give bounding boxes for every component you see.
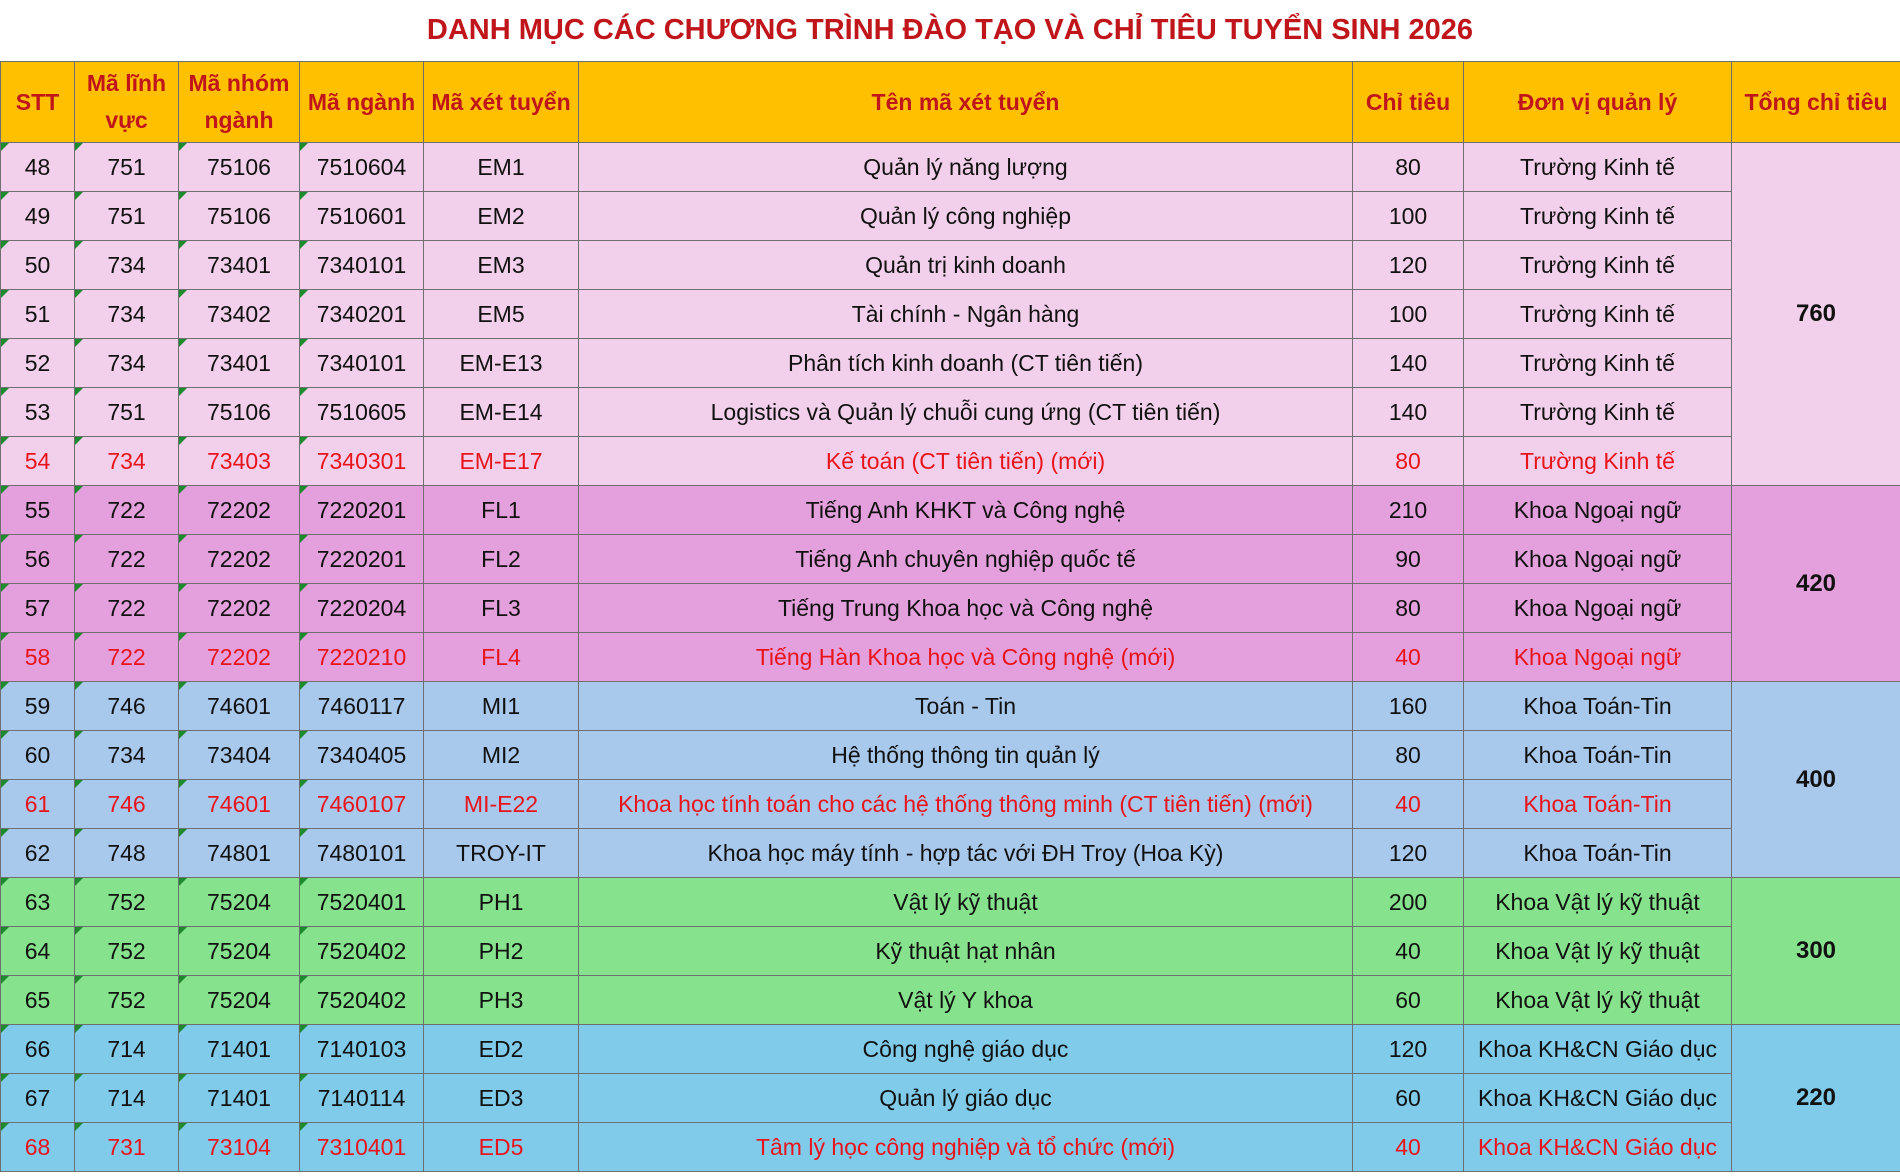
cell-don-vi-quan-ly: Khoa KH&CN Giáo dục (1464, 1123, 1732, 1172)
cell-ma-nhom-nganh: 73403 (179, 437, 300, 486)
cell-chi-tieu: 40 (1353, 927, 1464, 976)
cell-don-vi-quan-ly: Trường Kinh tế (1464, 192, 1732, 241)
cell-ma-nhom-nganh: 75204 (179, 927, 300, 976)
cell-don-vi-quan-ly: Khoa Ngoại ngữ (1464, 535, 1732, 584)
cell-chi-tieu: 140 (1353, 388, 1464, 437)
cell-ten-ma-xet-tuyen: Tiếng Anh chuyên nghiệp quốc tế (579, 535, 1353, 584)
header-tong-chi-tieu: Tổng chỉ tiêu (1732, 62, 1900, 143)
cell-ma-nhom-nganh: 75204 (179, 976, 300, 1025)
cell-ma-xet-tuyen: FL4 (424, 633, 579, 682)
cell-ma-nganh: 7140114 (300, 1074, 424, 1123)
table-row (1, 976, 1900, 1025)
cell-stt: 50 (1, 241, 75, 290)
table-body (1, 143, 1900, 1172)
cell-ten-ma-xet-tuyen: Khoa học tính toán cho các hệ thống thông minh (CT tiên tiến) (mới) (579, 780, 1353, 829)
cell-ma-xet-tuyen: TROY-IT (424, 829, 579, 878)
cell-ma-nganh: 7520401 (300, 878, 424, 927)
cell-chi-tieu: 120 (1353, 241, 1464, 290)
table-row (1, 486, 1900, 535)
cell-chi-tieu: 80 (1353, 437, 1464, 486)
header-ma-linh-vuc: Mã lĩnh vực (75, 62, 179, 143)
cell-ma-linh-vuc: 752 (75, 878, 179, 927)
cell-ma-nhom-nganh: 71401 (179, 1074, 300, 1123)
cell-stt: 66 (1, 1025, 75, 1074)
cell-ma-linh-vuc: 722 (75, 633, 179, 682)
cell-don-vi-quan-ly: Khoa Ngoại ngữ (1464, 633, 1732, 682)
table-row (1, 927, 1900, 976)
table-row (1, 192, 1900, 241)
cell-ma-xet-tuyen: FL2 (424, 535, 579, 584)
cell-ma-nganh: 7510605 (300, 388, 424, 437)
cell-ma-nganh: 7340301 (300, 437, 424, 486)
cell-ma-xet-tuyen: PH2 (424, 927, 579, 976)
cell-ma-nhom-nganh: 73401 (179, 339, 300, 388)
cell-stt: 52 (1, 339, 75, 388)
cell-stt: 53 (1, 388, 75, 437)
cell-ma-xet-tuyen: PH3 (424, 976, 579, 1025)
cell-ma-linh-vuc: 734 (75, 339, 179, 388)
cell-ma-nhom-nganh: 73104 (179, 1123, 300, 1172)
cell-ma-nganh: 7220204 (300, 584, 424, 633)
cell-ma-linh-vuc: 722 (75, 486, 179, 535)
cell-chi-tieu: 210 (1353, 486, 1464, 535)
cell-stt: 63 (1, 878, 75, 927)
cell-ma-nganh: 7510604 (300, 143, 424, 192)
cell-ma-nhom-nganh: 75106 (179, 143, 300, 192)
cell-ma-linh-vuc: 734 (75, 731, 179, 780)
cell-tong-chi-tieu: 760 (1732, 143, 1900, 486)
table-row (1, 339, 1900, 388)
table-row (1, 241, 1900, 290)
cell-ten-ma-xet-tuyen: Hệ thống thông tin quản lý (579, 731, 1353, 780)
cell-ma-linh-vuc: 714 (75, 1074, 179, 1123)
header-don-vi-quan-ly: Đơn vị quản lý (1464, 62, 1732, 143)
cell-ma-nhom-nganh: 73404 (179, 731, 300, 780)
cell-stt: 67 (1, 1074, 75, 1123)
cell-ma-nganh: 7460117 (300, 682, 424, 731)
cell-chi-tieu: 200 (1353, 878, 1464, 927)
cell-ma-nganh: 7480101 (300, 829, 424, 878)
cell-ten-ma-xet-tuyen: Tâm lý học công nghiệp và tổ chức (mới) (579, 1123, 1353, 1172)
cell-don-vi-quan-ly: Khoa Toán-Tin (1464, 682, 1732, 731)
cell-ten-ma-xet-tuyen: Công nghệ giáo dục (579, 1025, 1353, 1074)
cell-ten-ma-xet-tuyen: Quản trị kinh doanh (579, 241, 1353, 290)
cell-don-vi-quan-ly: Khoa KH&CN Giáo dục (1464, 1025, 1732, 1074)
cell-don-vi-quan-ly: Khoa Toán-Tin (1464, 829, 1732, 878)
cell-chi-tieu: 120 (1353, 829, 1464, 878)
cell-stt: 51 (1, 290, 75, 339)
cell-ma-xet-tuyen: ED2 (424, 1025, 579, 1074)
cell-ma-linh-vuc: 734 (75, 290, 179, 339)
cell-chi-tieu: 60 (1353, 976, 1464, 1025)
cell-ma-xet-tuyen: FL1 (424, 486, 579, 535)
cell-ma-nhom-nganh: 73401 (179, 241, 300, 290)
cell-ma-linh-vuc: 752 (75, 976, 179, 1025)
cell-ten-ma-xet-tuyen: Tiếng Anh KHKT và Công nghệ (579, 486, 1353, 535)
cell-don-vi-quan-ly: Khoa Toán-Tin (1464, 731, 1732, 780)
cell-chi-tieu: 120 (1353, 1025, 1464, 1074)
table-row (1, 780, 1900, 829)
cell-chi-tieu: 40 (1353, 1123, 1464, 1172)
cell-ma-xet-tuyen: MI2 (424, 731, 579, 780)
cell-don-vi-quan-ly: Trường Kinh tế (1464, 290, 1732, 339)
cell-don-vi-quan-ly: Khoa KH&CN Giáo dục (1464, 1074, 1732, 1123)
cell-ten-ma-xet-tuyen: Tiếng Hàn Khoa học và Công nghệ (mới) (579, 633, 1353, 682)
table-row (1, 633, 1900, 682)
cell-ma-linh-vuc: 746 (75, 780, 179, 829)
cell-ma-nhom-nganh: 71401 (179, 1025, 300, 1074)
table-row (1, 682, 1900, 731)
cell-ma-linh-vuc: 751 (75, 192, 179, 241)
table-row (1, 143, 1900, 192)
cell-chi-tieu: 80 (1353, 584, 1464, 633)
cell-ma-linh-vuc: 752 (75, 927, 179, 976)
cell-don-vi-quan-ly: Trường Kinh tế (1464, 143, 1732, 192)
cell-chi-tieu: 140 (1353, 339, 1464, 388)
cell-ten-ma-xet-tuyen: Kế toán (CT tiên tiến) (mới) (579, 437, 1353, 486)
cell-ma-nhom-nganh: 75204 (179, 878, 300, 927)
cell-ma-xet-tuyen: MI-E22 (424, 780, 579, 829)
header-chi-tieu: Chỉ tiêu (1353, 62, 1464, 143)
cell-ma-linh-vuc: 722 (75, 535, 179, 584)
header-ma-nhom-nganh: Mã nhóm ngành (179, 62, 300, 143)
cell-ma-xet-tuyen: MI1 (424, 682, 579, 731)
cell-stt: 48 (1, 143, 75, 192)
cell-don-vi-quan-ly: Trường Kinh tế (1464, 241, 1732, 290)
cell-ten-ma-xet-tuyen: Tài chính - Ngân hàng (579, 290, 1353, 339)
cell-don-vi-quan-ly: Khoa Vật lý kỹ thuật (1464, 927, 1732, 976)
cell-ma-nhom-nganh: 72202 (179, 584, 300, 633)
cell-ma-linh-vuc: 734 (75, 241, 179, 290)
table-row (1, 1074, 1900, 1123)
cell-ma-linh-vuc: 746 (75, 682, 179, 731)
cell-ma-nhom-nganh: 73402 (179, 290, 300, 339)
cell-ma-nhom-nganh: 75106 (179, 192, 300, 241)
table-row (1, 388, 1900, 437)
cell-ma-linh-vuc: 731 (75, 1123, 179, 1172)
cell-ma-nganh: 7340101 (300, 241, 424, 290)
cell-stt: 49 (1, 192, 75, 241)
cell-ma-xet-tuyen: PH1 (424, 878, 579, 927)
cell-ma-nganh: 7340201 (300, 290, 424, 339)
cell-ma-xet-tuyen: ED3 (424, 1074, 579, 1123)
cell-ten-ma-xet-tuyen: Toán - Tin (579, 682, 1353, 731)
cell-ma-nhom-nganh: 72202 (179, 633, 300, 682)
header-stt: STT (1, 62, 75, 143)
cell-ma-linh-vuc: 722 (75, 584, 179, 633)
cell-stt: 64 (1, 927, 75, 976)
cell-ma-xet-tuyen: FL3 (424, 584, 579, 633)
cell-ma-nganh: 7340405 (300, 731, 424, 780)
header-ten-ma-xet-tuyen: Tên mã xét tuyển (579, 62, 1353, 143)
cell-ma-linh-vuc: 748 (75, 829, 179, 878)
cell-don-vi-quan-ly: Trường Kinh tế (1464, 437, 1732, 486)
cell-ma-nganh: 7310401 (300, 1123, 424, 1172)
cell-chi-tieu: 90 (1353, 535, 1464, 584)
cell-don-vi-quan-ly: Trường Kinh tế (1464, 388, 1732, 437)
table-row (1, 731, 1900, 780)
cell-don-vi-quan-ly: Khoa Ngoại ngữ (1464, 486, 1732, 535)
cell-ten-ma-xet-tuyen: Tiếng Trung Khoa học và Công nghệ (579, 584, 1353, 633)
table-row (1, 829, 1900, 878)
table-row (1, 1025, 1900, 1074)
table-row (1, 878, 1900, 927)
cell-stt: 55 (1, 486, 75, 535)
cell-ten-ma-xet-tuyen: Vật lý Y khoa (579, 976, 1353, 1025)
cell-ma-nganh: 7220210 (300, 633, 424, 682)
cell-ma-nhom-nganh: 72202 (179, 535, 300, 584)
cell-stt: 58 (1, 633, 75, 682)
cell-ma-nganh: 7520402 (300, 927, 424, 976)
cell-ma-nganh: 7340101 (300, 339, 424, 388)
cell-ma-linh-vuc: 734 (75, 437, 179, 486)
cell-ma-xet-tuyen: EM3 (424, 241, 579, 290)
cell-ma-nganh: 7220201 (300, 535, 424, 584)
table-row (1, 437, 1900, 486)
cell-ma-nhom-nganh: 72202 (179, 486, 300, 535)
cell-chi-tieu: 40 (1353, 633, 1464, 682)
cell-ten-ma-xet-tuyen: Quản lý giáo dục (579, 1074, 1353, 1123)
cell-chi-tieu: 80 (1353, 731, 1464, 780)
cell-ten-ma-xet-tuyen: Quản lý công nghiệp (579, 192, 1353, 241)
cell-don-vi-quan-ly: Khoa Vật lý kỹ thuật (1464, 878, 1732, 927)
cell-stt: 57 (1, 584, 75, 633)
cell-ma-linh-vuc: 751 (75, 388, 179, 437)
cell-ma-nganh: 7510601 (300, 192, 424, 241)
cell-ma-xet-tuyen: EM2 (424, 192, 579, 241)
cell-ma-nhom-nganh: 74601 (179, 682, 300, 731)
cell-ten-ma-xet-tuyen: Quản lý năng lượng (579, 143, 1353, 192)
programs-table (0, 61, 1900, 1172)
cell-ma-nganh: 7460107 (300, 780, 424, 829)
cell-ma-nhom-nganh: 74801 (179, 829, 300, 878)
table-row (1, 535, 1900, 584)
cell-chi-tieu: 100 (1353, 290, 1464, 339)
cell-ten-ma-xet-tuyen: Logistics và Quản lý chuỗi cung ứng (CT tiên tiến) (579, 388, 1353, 437)
cell-ma-xet-tuyen: EM-E13 (424, 339, 579, 388)
cell-ten-ma-xet-tuyen: Phân tích kinh doanh (CT tiên tiến) (579, 339, 1353, 388)
cell-tong-chi-tieu: 220 (1732, 1025, 1900, 1172)
cell-stt: 60 (1, 731, 75, 780)
cell-chi-tieu: 80 (1353, 143, 1464, 192)
cell-ma-xet-tuyen: EM1 (424, 143, 579, 192)
cell-ten-ma-xet-tuyen: Vật lý kỹ thuật (579, 878, 1353, 927)
cell-ma-linh-vuc: 714 (75, 1025, 179, 1074)
cell-chi-tieu: 100 (1353, 192, 1464, 241)
cell-tong-chi-tieu: 300 (1732, 878, 1900, 1025)
page-title: DANH MỤC CÁC CHƯƠNG TRÌNH ĐÀO TẠO VÀ CHỈ TIÊU TUYỂN SINH 2026 (426, 14, 1474, 46)
cell-ma-xet-tuyen: EM5 (424, 290, 579, 339)
cell-ma-xet-tuyen: ED5 (424, 1123, 579, 1172)
cell-don-vi-quan-ly: Khoa Ngoại ngữ (1464, 584, 1732, 633)
cell-ma-nganh: 7220201 (300, 486, 424, 535)
cell-don-vi-quan-ly: Khoa Vật lý kỹ thuật (1464, 976, 1732, 1025)
cell-ma-nganh: 7140103 (300, 1025, 424, 1074)
cell-ten-ma-xet-tuyen: Khoa học máy tính - hợp tác với ĐH Troy (Hoa Kỳ) (579, 829, 1353, 878)
cell-don-vi-quan-ly: Khoa Toán-Tin (1464, 780, 1732, 829)
cell-ten-ma-xet-tuyen: Kỹ thuật hạt nhân (579, 927, 1353, 976)
header-ma-nganh: Mã ngành (300, 62, 424, 143)
cell-ma-xet-tuyen: EM-E17 (424, 437, 579, 486)
cell-ma-nhom-nganh: 74601 (179, 780, 300, 829)
cell-chi-tieu: 40 (1353, 780, 1464, 829)
cell-chi-tieu: 60 (1353, 1074, 1464, 1123)
cell-chi-tieu: 160 (1353, 682, 1464, 731)
cell-stt: 68 (1, 1123, 75, 1172)
cell-stt: 54 (1, 437, 75, 486)
cell-ma-nhom-nganh: 75106 (179, 388, 300, 437)
cell-stt: 56 (1, 535, 75, 584)
cell-ma-nganh: 7520402 (300, 976, 424, 1025)
cell-stt: 61 (1, 780, 75, 829)
cell-stt: 59 (1, 682, 75, 731)
cell-stt: 65 (1, 976, 75, 1025)
cell-tong-chi-tieu: 400 (1732, 682, 1900, 878)
header-row (1, 62, 1900, 143)
cell-tong-chi-tieu: 420 (1732, 486, 1900, 682)
table-row (1, 1123, 1900, 1172)
cell-don-vi-quan-ly: Trường Kinh tế (1464, 339, 1732, 388)
header-ma-xet-tuyen: Mã xét tuyển (424, 62, 579, 143)
cell-ma-xet-tuyen: EM-E14 (424, 388, 579, 437)
cell-ma-linh-vuc: 751 (75, 143, 179, 192)
table-row (1, 584, 1900, 633)
cell-stt: 62 (1, 829, 75, 878)
table-row (1, 290, 1900, 339)
